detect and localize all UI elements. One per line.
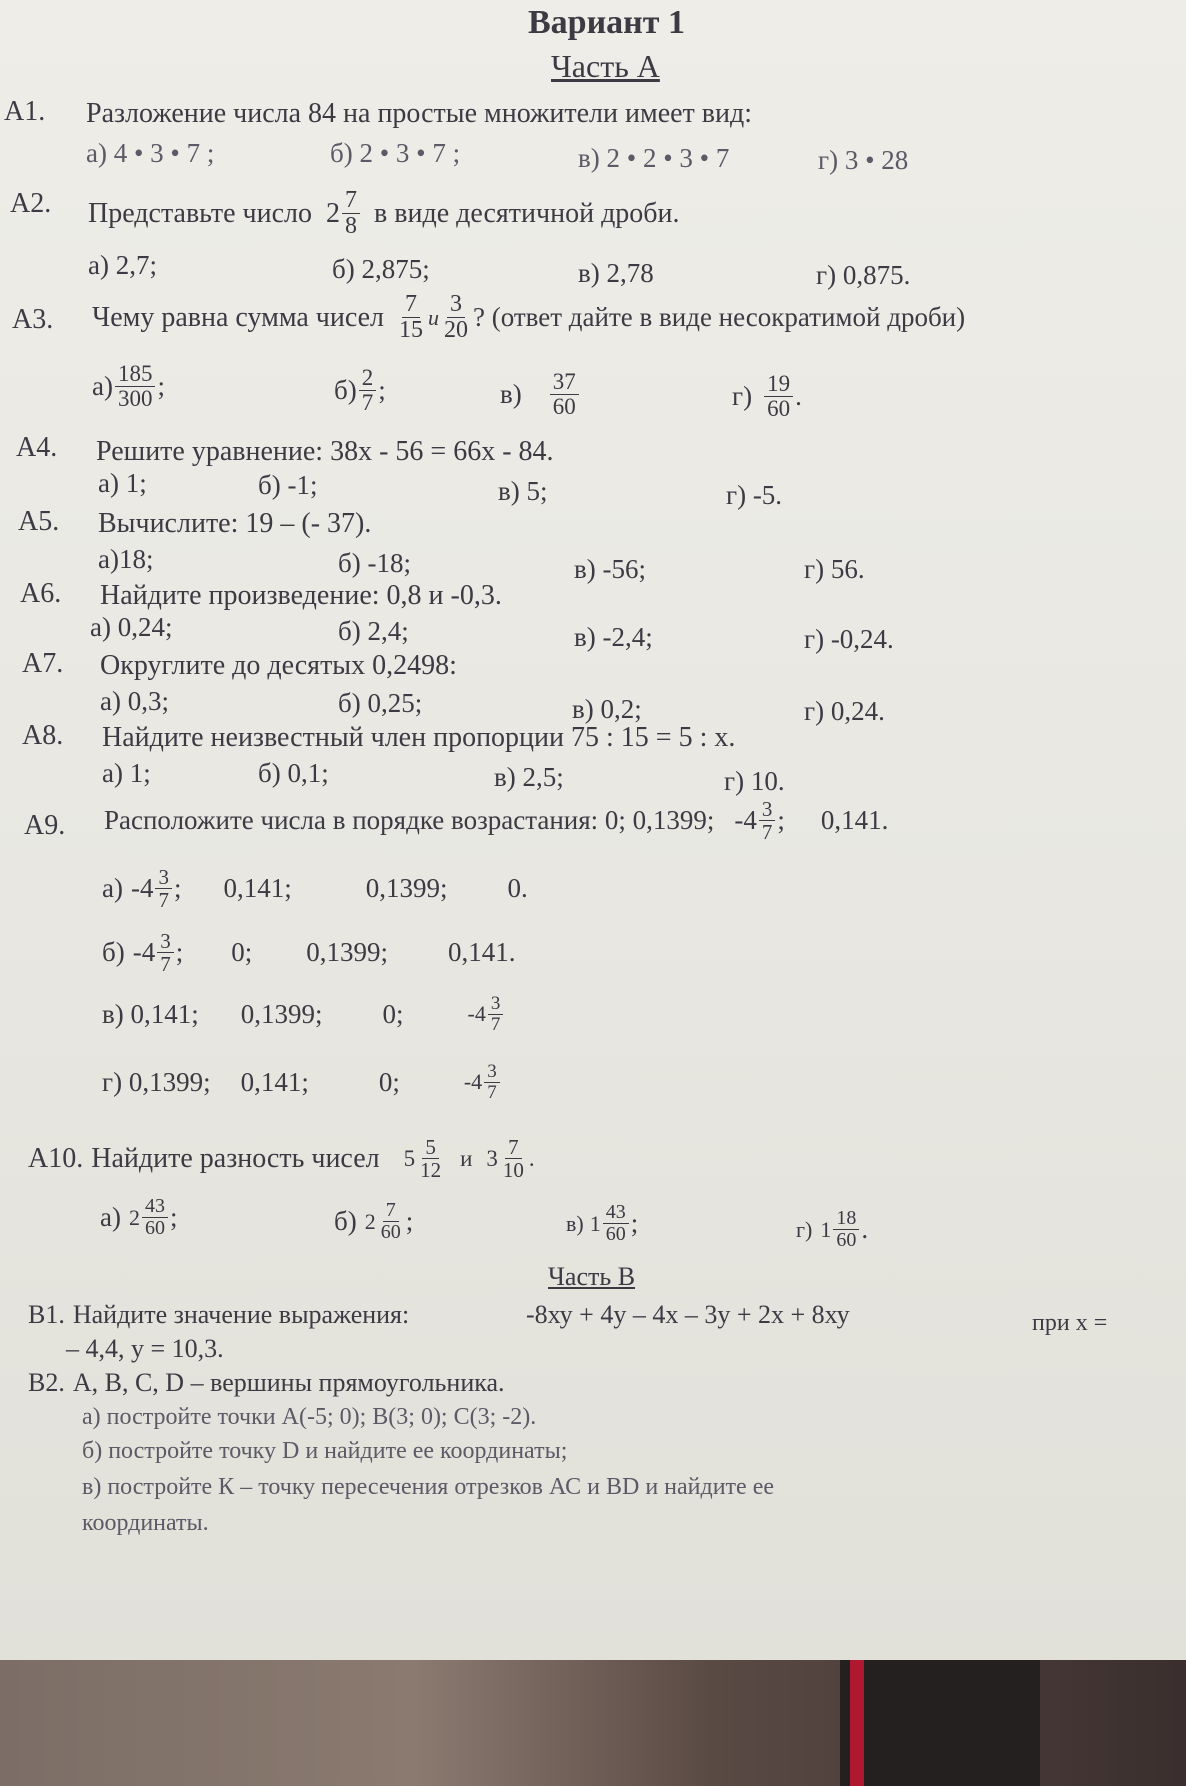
fraction — [359, 366, 377, 415]
answer-letter: б) — [102, 937, 125, 968]
denominator: 60 — [767, 396, 791, 422]
answer-item: 0,1399; — [365, 873, 448, 904]
answer-b: б) 2 • 3 • 7 ; — [330, 138, 461, 168]
fraction — [833, 1208, 859, 1251]
part-b-heading: Часть В — [548, 1262, 636, 1291]
answer-d: г) 0,24. — [804, 696, 885, 726]
whole-part: 2 — [326, 197, 341, 229]
whole-part: -4 — [734, 805, 757, 836]
fraction — [155, 866, 172, 911]
answer-item: 0,141. — [448, 937, 516, 968]
question-number: А6. — [20, 578, 62, 609]
mixed-number — [131, 866, 174, 911]
answer-a: а) 1; — [98, 468, 147, 498]
mixed-number — [464, 1062, 502, 1103]
denominator: 60 — [836, 1229, 857, 1251]
question-number: В1. — [28, 1300, 65, 1329]
fraction — [500, 1136, 527, 1181]
answer-c: в) -56; — [574, 554, 646, 584]
denominator: 20 — [444, 317, 469, 344]
separator: . — [795, 381, 802, 412]
numerator: 7 — [505, 1136, 522, 1159]
mixed-number — [468, 994, 506, 1035]
answer-d: г) 56. — [804, 554, 865, 584]
numerator: 3 — [759, 798, 776, 821]
answer-b: б) 0,1; — [258, 758, 329, 788]
answer-letter: б) — [334, 375, 357, 406]
fraction — [603, 1202, 629, 1245]
answer-b — [334, 366, 386, 415]
numerator: 37 — [550, 370, 579, 395]
question-text — [92, 292, 965, 343]
part-a-heading: Часть А — [551, 48, 660, 84]
answer-b: б) 2,875; — [332, 254, 430, 284]
subtask-a: а) постройте точки А(-5; 0); В(3; 0); С(3; -2). — [82, 1404, 537, 1430]
answer-b: б) 0,25; — [338, 688, 423, 718]
denominator: 60 — [380, 1221, 401, 1243]
answer-a: а) 2 $\frac{43}{60}$ ; — [100, 1195, 178, 1239]
answer-c: в) -2,4; — [574, 622, 653, 652]
question-text — [104, 798, 888, 843]
subtask-b: б) постройте точку D и найдите ее координаты; — [82, 1438, 568, 1464]
denominator: 15 — [399, 317, 424, 344]
answer-c: в) 2 • 2 • 3 • 7 — [578, 143, 730, 173]
denominator: 10 — [502, 1158, 524, 1183]
answer-a: а)18; — [98, 544, 154, 574]
question-number: А9. — [24, 810, 66, 841]
fraction — [550, 370, 579, 419]
numerator: 2 — [359, 366, 377, 391]
variable-values: – 4,4, у = 10,3. — [66, 1334, 224, 1363]
answer-c — [102, 994, 505, 1035]
fraction — [764, 372, 793, 421]
denominator: 60 — [144, 1217, 165, 1239]
denominator: 60 — [605, 1223, 626, 1245]
answer-b: б) 2,4; — [338, 616, 409, 646]
answer-d — [102, 1062, 502, 1103]
question-text-end: в виде десятичной дроби. — [374, 197, 680, 229]
mixed-number — [590, 1202, 631, 1245]
whole-part: 2 — [128, 1204, 140, 1230]
answer-item: 0. — [507, 873, 528, 904]
denominator: 7 — [361, 390, 374, 416]
whole-part: 1 — [820, 1216, 832, 1242]
numerator: 3 — [447, 292, 465, 318]
answer-a: а) 0,24; — [90, 612, 173, 642]
denominator: 12 — [420, 1158, 442, 1183]
answer-b: б) 2 $\frac{7}{60}$ ; — [334, 1199, 414, 1243]
question-text-end: ? (ответ дайте в виде несократимой дроби) — [473, 302, 966, 333]
question-a10: А10. Найдите разность чисел 5 $\frac{5}{12}$ и 3 $\frac{7}{10}$ . — [28, 1135, 535, 1183]
fraction — [342, 188, 360, 239]
numerator: 19 — [764, 372, 793, 397]
dark-fabric — [840, 1660, 1040, 1786]
answer-c: в) 0,2; — [572, 694, 642, 724]
answer-a: а) 1; — [102, 758, 151, 788]
question-number: А8. — [22, 720, 64, 751]
answer-d: г) -0,24. — [804, 624, 894, 654]
question-number: А7. — [22, 648, 64, 679]
mixed-number — [404, 1136, 447, 1181]
numerator: 7 — [402, 292, 420, 318]
denominator: 7 — [761, 820, 773, 845]
question-text-start: Расположите числа в порядке возрастания: 0; 0,1399; — [104, 805, 715, 836]
whole-part: 5 — [403, 1145, 416, 1171]
answer-letter: б) — [334, 1206, 357, 1236]
question-text: Вычислите: 19 – (- 37). — [98, 508, 372, 539]
answer-a — [102, 866, 528, 911]
answer-d: г) 10. — [724, 766, 785, 796]
separator: ; — [173, 873, 182, 904]
numerator: 3 — [484, 1062, 500, 1083]
subtask-c-continued: координаты. — [82, 1510, 209, 1536]
answer-item: 0,1399; — [240, 998, 323, 1029]
numerator: 43 — [603, 1202, 629, 1224]
fraction — [488, 994, 504, 1035]
denominator: 7 — [158, 888, 169, 913]
mixed-number — [365, 1200, 406, 1243]
question-text: Разложение числа 84 на простые множители имеет вид: — [86, 98, 753, 129]
denominator: 7 — [487, 1081, 497, 1103]
question-text — [88, 188, 680, 239]
answer-letter: в) — [500, 379, 522, 410]
answer-letter: а) — [102, 873, 123, 904]
mixed-number — [133, 930, 176, 975]
answer-a — [92, 362, 165, 411]
answer-letter: в) — [566, 1210, 584, 1236]
answer-item: в) 0,141; — [102, 998, 199, 1029]
conjunction: и — [428, 304, 440, 330]
answer-item: 0; — [231, 937, 253, 968]
answer-c: в) 2,5; — [494, 762, 564, 792]
answer-d: г) 3 • 28 — [818, 145, 909, 175]
answer-c: в) 2,78 — [578, 258, 654, 288]
separator: ; — [378, 375, 386, 406]
answer-a: а) 0,3; — [100, 686, 169, 716]
mixed-number — [734, 798, 777, 843]
mixed-number — [129, 1196, 170, 1239]
answer-c: в) 5; — [498, 476, 548, 506]
question-number: А4. — [16, 432, 58, 463]
red-stripe — [850, 1660, 864, 1786]
question-text: Найдите произведение: 0,8 и -0,3. — [100, 580, 502, 611]
question-number: В2. — [28, 1368, 65, 1397]
numerator: 18 — [833, 1208, 859, 1230]
mixed-number — [486, 1136, 529, 1181]
question-text: Округлите до десятых 0,2498: — [100, 650, 457, 681]
fraction — [378, 1200, 404, 1243]
whole-part: -4 — [130, 873, 154, 904]
answer-d: г) 0,875. — [816, 260, 911, 290]
question-text: А, В, С, D – вершины прямоугольника. — [72, 1368, 505, 1397]
fraction — [417, 1136, 444, 1181]
question-number: А5. — [18, 506, 60, 537]
question-number: А2. — [10, 188, 52, 219]
answer-d — [732, 372, 802, 421]
answer-letter: г) — [796, 1216, 813, 1242]
expression: -8ху + 4у – 4х – 3у + 2х + 8ху — [526, 1300, 850, 1329]
answer-b — [102, 930, 516, 975]
answer-c — [500, 370, 581, 419]
numerator: 7 — [342, 188, 360, 214]
answer-item: 0,141; — [240, 1066, 309, 1097]
fraction — [396, 292, 426, 343]
fraction — [441, 292, 471, 343]
answer-a: а) 2,7; — [88, 250, 157, 280]
numerator: 185 — [115, 362, 156, 387]
question-b2 — [28, 1368, 505, 1398]
numerator: 7 — [383, 1200, 399, 1222]
whole-part: -4 — [132, 937, 156, 968]
answer-b: б) -1; — [258, 470, 318, 500]
separator: ; — [777, 805, 785, 836]
numerator: 3 — [488, 994, 504, 1015]
variant-title: Вариант 1 — [528, 4, 685, 41]
answer-item: 0,141; — [223, 873, 292, 904]
question-text: Найдите значение выражения: — [72, 1300, 410, 1329]
question-text-start: Чему равна сумма чисел — [92, 301, 385, 333]
question-number: А10. — [28, 1142, 84, 1174]
answer-letter: а) — [92, 371, 113, 402]
answer-letter: г) — [732, 381, 753, 412]
question-text: Решите уравнение: 38х - 56 = 66х - 84. — [96, 436, 554, 467]
condition-text: при х = — [1032, 1310, 1108, 1336]
fraction — [759, 798, 776, 843]
question-text: Найдите неизвестный член пропорции 75 : 15 = 5 : х. — [102, 722, 736, 753]
whole-part: 3 — [486, 1145, 498, 1171]
answer-item: 0; — [382, 998, 404, 1029]
whole-part: 2 — [364, 1208, 376, 1234]
question-text-end: 0,141. — [820, 805, 889, 836]
answer-d: г) 1 $\frac{18}{60}$ . — [796, 1207, 869, 1251]
denominator: 60 — [552, 394, 576, 420]
fraction — [115, 362, 156, 411]
answer-d: г) -5. — [726, 480, 783, 510]
subtask-c: в) постройте К – точку пересечения отрезков АС и BD и найдите ее — [82, 1474, 775, 1500]
answer-c: в) 1 $\frac{43}{60}$ ; — [566, 1201, 639, 1245]
numerator: 43 — [142, 1196, 168, 1218]
denominator: 7 — [490, 1013, 501, 1035]
separator: ; — [175, 937, 184, 968]
answer-letter: а) — [100, 1202, 121, 1232]
answer-a: а) 4 • 3 • 7 ; — [86, 138, 215, 168]
numerator: 5 — [422, 1136, 439, 1159]
answer-item: 0,1399; — [306, 937, 389, 968]
denominator: 8 — [345, 213, 358, 240]
fraction — [484, 1062, 500, 1103]
denominator: 300 — [117, 386, 153, 412]
whole-part: -4 — [463, 1069, 483, 1095]
answer-item: 0; — [378, 1066, 400, 1097]
answer-b: б) -18; — [338, 548, 411, 578]
answer-item: г) 0,1399; — [102, 1066, 211, 1097]
mixed-number — [820, 1208, 861, 1251]
question-number: А3. — [12, 304, 54, 335]
denominator: 7 — [160, 952, 171, 977]
numerator: 3 — [157, 930, 174, 953]
question-text: Найдите разность чисел — [91, 1142, 380, 1174]
question-text-start: Представьте число — [88, 197, 313, 229]
separator: ; — [157, 371, 165, 402]
question-number: А1. — [4, 96, 46, 127]
whole-part: 1 — [589, 1210, 601, 1236]
numerator: 3 — [155, 866, 172, 889]
mixed-number — [326, 188, 362, 239]
whole-part: -4 — [467, 1001, 486, 1027]
conjunction: и — [460, 1145, 473, 1171]
question-b1 — [28, 1300, 409, 1330]
fraction — [157, 930, 174, 975]
fraction — [142, 1196, 168, 1239]
